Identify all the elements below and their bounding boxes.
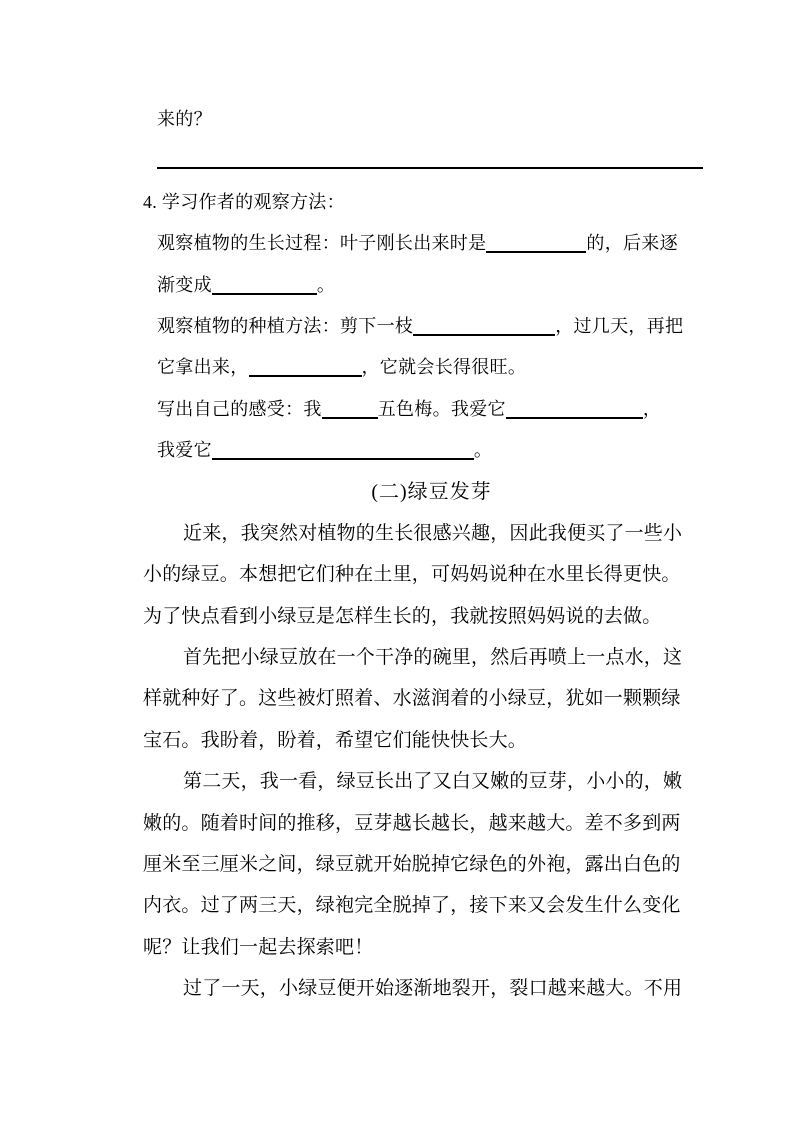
text-segment: 第二天，我一看，绿豆长出了又白又嫩的豆芽，小小的，嫩 bbox=[183, 771, 683, 793]
fill-in-blank bbox=[322, 417, 378, 419]
text-segment: 内衣。过了两三天，绿袍完全脱掉了，接下来又会发生什么变化 bbox=[143, 895, 681, 917]
passage-p3-line-4 bbox=[143, 885, 680, 926]
text-segment: 渐变成 bbox=[157, 274, 212, 295]
fill-in-blank bbox=[413, 334, 555, 336]
passage-p2-line-1 bbox=[143, 637, 683, 678]
text-segment: 样就种好了。这些被灯照着、水滋润着的小绿豆，犹如一颗颗绿 bbox=[143, 688, 681, 710]
section-heading bbox=[143, 472, 680, 513]
text-segment: 近来，我突然对植物的生长很感兴趣，因此我便买了一些小 bbox=[183, 522, 683, 544]
passage-p3-line-1 bbox=[143, 761, 683, 802]
q4-feeling-line-1 bbox=[143, 389, 680, 430]
question-continuation-line bbox=[143, 99, 680, 140]
fill-in-blank bbox=[212, 293, 317, 295]
text-segment: 过了一天，小绿豆便开始逐渐地裂开，裂口越来越大。不用 bbox=[183, 978, 683, 1000]
text-segment: 宝石。我盼着，盼着，希望它们能快快长大。 bbox=[143, 729, 528, 751]
answer-rule bbox=[157, 140, 703, 169]
passage-p1-line-3 bbox=[143, 596, 680, 637]
passage-p3-line-2 bbox=[143, 803, 680, 844]
text-segment: 五色梅。我爱它 bbox=[377, 398, 506, 419]
passage-p3-line-3 bbox=[143, 844, 680, 885]
text-segment: ，它就会长得很旺。 bbox=[361, 357, 527, 378]
text-segment: 呢？让我们一起去探索吧！ bbox=[143, 936, 374, 958]
document-content bbox=[143, 99, 684, 1010]
text-segment: 观察植物的种植方法：剪下一枝 bbox=[157, 315, 414, 336]
text-segment: 为了快点看到小绿豆是怎样生长的，我就按照妈妈说的去做。 bbox=[143, 605, 662, 627]
text-segment: 嫩的。随着时间的推移，豆芽越长越长，越来越大。差不多到两 bbox=[143, 812, 681, 834]
passage-p2-line-2 bbox=[143, 678, 680, 719]
passage-p1-line-2 bbox=[143, 554, 680, 595]
q4-growth-line-2 bbox=[143, 265, 680, 306]
question-4-title-line bbox=[143, 182, 680, 223]
text-segment: 4. 学习作者的观察方法： bbox=[143, 191, 345, 212]
text-segment: 。 bbox=[473, 440, 493, 461]
q4-planting-line-1 bbox=[143, 306, 684, 347]
text-segment: 。 bbox=[316, 274, 336, 295]
passage-p3-line-5 bbox=[143, 927, 680, 968]
text-segment: 它拿出来， bbox=[157, 357, 249, 378]
q4-feeling-line-2 bbox=[143, 430, 680, 471]
q4-planting-line-2 bbox=[143, 347, 680, 388]
text-segment: 来的？ bbox=[157, 109, 212, 129]
passage-p1-line-1 bbox=[143, 513, 683, 554]
text-segment: (二)绿豆发芽 bbox=[371, 480, 492, 503]
text-segment: 的，后来逐 bbox=[586, 233, 678, 254]
text-segment: 首先把小绿豆放在一个干净的碗里，然后再喷上一点水，这 bbox=[183, 647, 683, 669]
fill-in-blank bbox=[486, 251, 586, 253]
passage-p2-line-3 bbox=[143, 720, 680, 761]
text-segment: 小的绿豆。本想把它们种在土里，可妈妈说种在水里长得更快。 bbox=[143, 564, 681, 586]
fill-in-blank bbox=[212, 458, 474, 460]
text-segment: 观察植物的生长过程：叶子刚长出来时是 bbox=[157, 233, 487, 254]
q4-growth-line-1 bbox=[143, 223, 680, 264]
fill-in-blank bbox=[506, 417, 643, 419]
passage-p4-line-1 bbox=[143, 968, 683, 1009]
fill-in-blank bbox=[249, 375, 362, 377]
text-segment: 写出自己的感受：我 bbox=[157, 398, 322, 419]
text-segment: ，过几天，再把 bbox=[555, 315, 684, 336]
answer-rule-line bbox=[143, 140, 680, 181]
text-segment: 厘米至三厘米之间，绿豆就开始脱掉它绿色的外袍，露出白色的 bbox=[143, 854, 681, 876]
text-segment: 我爱它 bbox=[157, 440, 212, 461]
text-segment: ， bbox=[642, 398, 662, 419]
